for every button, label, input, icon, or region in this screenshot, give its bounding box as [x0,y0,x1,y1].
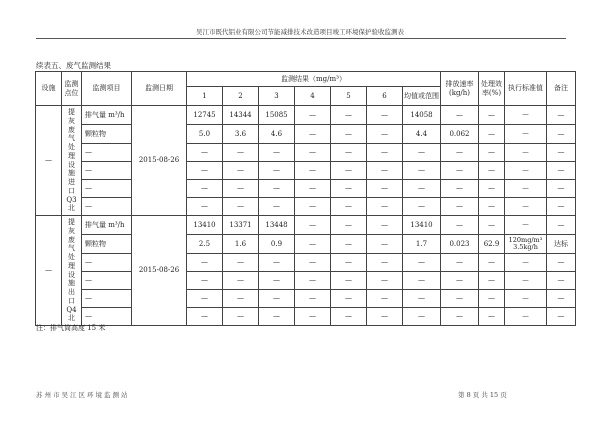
run-value-cell: — [331,198,367,216]
run-value-cell: 3.6 [223,125,259,144]
item-cell: 排气量 m³/h [82,216,132,235]
run-value-cell: — [295,290,331,308]
run-value-cell: — [367,254,403,272]
remark-cell: — [547,216,576,235]
run-value-cell: — [331,254,367,272]
point-label-char: 废 [68,125,75,134]
average-cell: 13410 [403,216,441,235]
run-value-cell: — [295,254,331,272]
run-value-cell: — [295,308,331,326]
rate-cell: — [441,290,479,308]
table-row [36,216,576,235]
run-value-cell: — [295,235,331,254]
run-value-cell: — [187,144,223,162]
run-value-cell: — [187,162,223,180]
average-cell: — [403,254,441,272]
remark-cell: — [547,308,576,326]
efficiency-cell: — [479,272,505,290]
item-cell: — [82,254,132,272]
footer-organization: 苏州市吴江区环境监测站 [36,391,130,399]
monitoring-point-cell [62,216,82,326]
run-value-cell: — [223,272,259,290]
average-cell: — [403,290,441,308]
rate-cell: — [441,144,479,162]
point-label-char: 北 [68,204,75,213]
run-value-cell: 0.9 [259,235,295,254]
run-value-cell: — [259,180,295,198]
efficiency-cell: — [479,254,505,272]
run-value-cell: — [259,308,295,326]
col-header-standard: 执行标准值 [505,72,547,106]
run-value-cell: 14344 [223,106,259,125]
item-cell: — [82,162,132,180]
point-label-char: 设 [68,160,75,169]
col-header-run-5: 5 [331,87,367,106]
col-header-point: 监测点位 [62,72,82,106]
point-label-char: 理 [68,261,75,270]
point-label-char: 出 [68,288,75,296]
standard-cell: — [505,290,547,308]
item-cell: — [82,144,132,162]
run-value-cell: — [331,308,367,326]
col-header-date: 监测日期 [132,72,187,106]
point-label-char: 施 [68,169,75,178]
col-header-remark: 备注 [547,72,576,106]
point-label-char: 口 [68,296,75,305]
col-header-run-1: 1 [187,87,223,106]
run-value-cell: — [367,216,403,235]
run-value-cell: — [295,106,331,125]
col-header-rate: 排放速率(kg/h) [441,72,479,106]
footnote: 注：排气筒高度 15 米 [36,324,106,332]
run-value-cell: — [223,162,259,180]
efficiency-cell: — [479,290,505,308]
point-label-char: 施 [68,279,75,288]
remark-cell: — [547,180,576,198]
run-value-cell: — [295,198,331,216]
rate-cell: 0.062 [441,125,479,144]
point-label-char: 灰 [68,116,75,125]
average-cell: — [403,162,441,180]
table-row [36,144,576,162]
header-rule [36,38,566,39]
run-value-cell: — [295,180,331,198]
run-value-cell: — [331,125,367,144]
run-value-cell: — [367,162,403,180]
point-label-char: 处 [68,253,75,261]
col-header-facility: 设施 [36,72,62,106]
run-value-cell: — [367,290,403,308]
run-value-cell: — [331,106,367,125]
standard-cell: — [505,308,547,326]
run-value-cell: 15085 [259,106,295,125]
remark-cell: — [547,272,576,290]
efficiency-cell: 62.9 [479,235,505,254]
run-value-cell: — [223,308,259,326]
run-value-cell: — [223,180,259,198]
point-label-char: 北 [68,314,75,323]
efficiency-cell: — [479,106,505,125]
standard-cell: — [505,144,547,162]
average-cell: 4.4 [403,125,441,144]
point-label-char: 设 [68,270,75,279]
col-header-average: 均值或范围 [403,87,441,106]
run-value-cell: 13410 [187,216,223,235]
run-value-cell: — [187,180,223,198]
col-header-run-6: 6 [367,87,403,106]
standard-cell: — [505,180,547,198]
remark-cell: — [547,106,576,125]
run-value-cell: — [295,272,331,290]
efficiency-cell: — [479,308,505,326]
document-header: 吴江市既代铝业有限公司节能减排技术改造项目竣工环境保护验收监测表 [196,28,404,36]
efficiency-cell: — [479,144,505,162]
item-cell: 颗粒物 [82,235,132,254]
point-label-char: Q3 [66,195,77,204]
run-value-cell: — [331,144,367,162]
item-cell: — [82,290,132,308]
efficiency-cell: — [479,125,505,144]
rate-cell: — [441,180,479,198]
run-value-cell: — [367,106,403,125]
point-label-char: 提 [68,108,75,116]
standard-cell: — [505,106,547,125]
run-value-cell: 13448 [259,216,295,235]
footer-page-number: 第 8 页 共 15 页 [458,391,507,399]
item-cell: — [82,198,132,216]
run-value-cell: — [367,272,403,290]
table-row [36,125,576,144]
run-value-cell: — [223,144,259,162]
remark-cell: — [547,290,576,308]
table-row [36,162,576,180]
date-cell: 2015-08-26 [132,106,187,216]
item-cell: 颗粒物 [82,125,132,144]
run-value-cell: 1.6 [223,235,259,254]
remark-cell: — [547,254,576,272]
standard-cell: — [505,272,547,290]
run-value-cell: — [295,144,331,162]
run-value-cell: — [367,125,403,144]
item-cell: — [82,272,132,290]
item-cell: 排气量 m³/h [82,106,132,125]
efficiency-cell: — [479,216,505,235]
run-value-cell: — [367,180,403,198]
point-label-char: 进 [68,178,75,186]
remark-cell: — [547,144,576,162]
run-value-cell: — [223,198,259,216]
rate-cell: — [441,254,479,272]
run-value-cell: — [259,144,295,162]
col-header-run-3: 3 [259,87,295,106]
run-value-cell: — [187,290,223,308]
table-row [36,308,576,326]
run-value-cell: 12745 [187,106,223,125]
run-value-cell: — [295,216,331,235]
run-value-cell: — [367,235,403,254]
standard-cell: — [505,198,547,216]
run-value-cell: 2.5 [187,235,223,254]
remark-cell: — [547,198,576,216]
rate-cell: 0.023 [441,235,479,254]
table-subtitle: 续表五、废气监测结果 [36,61,111,70]
efficiency-cell: — [479,198,505,216]
run-value-cell: — [259,198,295,216]
average-cell: — [403,272,441,290]
date-cell: 2015-08-26 [132,216,187,326]
monitoring-point-cell [62,106,82,216]
run-value-cell: — [331,290,367,308]
rate-cell: — [441,198,479,216]
average-cell: — [403,144,441,162]
facility-cell: — [36,216,62,326]
emission-results-table [35,71,576,326]
remark-cell: 达标 [547,235,576,254]
run-value-cell: — [331,162,367,180]
col-header-run-4: 4 [295,87,331,106]
average-cell: — [403,308,441,326]
run-value-cell: — [259,162,295,180]
run-value-cell: — [187,198,223,216]
efficiency-cell: — [479,162,505,180]
standard-cell: — [505,254,547,272]
point-label-char: 气 [68,134,75,143]
point-label-char: 理 [68,151,75,160]
standard-cell: — [505,125,547,144]
point-label-char: 口 [68,186,75,195]
run-value-cell: — [367,144,403,162]
table-row [36,235,576,254]
point-label-char: 废 [68,235,75,244]
run-value-cell: — [187,254,223,272]
table-row [36,198,576,216]
point-label-char: 处 [68,143,75,151]
point-label-char: 气 [68,244,75,253]
item-cell: — [82,180,132,198]
run-value-cell: — [367,308,403,326]
run-value-cell: — [223,254,259,272]
run-value-cell: 5.0 [187,125,223,144]
run-value-cell: — [331,272,367,290]
table-row [36,254,576,272]
rate-cell: — [441,106,479,125]
rate-cell: — [441,216,479,235]
standard-cell: 120mg/m³ 3.5kg/h [505,235,547,254]
run-value-cell: — [259,272,295,290]
col-header-item: 监测项目 [82,72,132,106]
table-row [36,272,576,290]
point-label-char: 提 [68,218,75,226]
average-cell: — [403,180,441,198]
average-cell: 14058 [403,106,441,125]
run-value-cell: — [187,308,223,326]
point-label-char: Q4 [66,305,77,314]
col-header-run-2: 2 [223,87,259,106]
run-value-cell: — [259,254,295,272]
rate-cell: — [441,162,479,180]
point-label-char: 灰 [68,226,75,235]
run-value-cell: — [295,162,331,180]
run-value-cell: — [223,290,259,308]
efficiency-cell: — [479,180,505,198]
rate-cell: — [441,308,479,326]
run-value-cell: 4.6 [259,125,295,144]
run-value-cell: — [367,198,403,216]
col-header-efficiency: 处理效率(%) [479,72,505,106]
remark-cell: — [547,162,576,180]
table-row [36,106,576,125]
run-value-cell: — [295,125,331,144]
rate-cell: — [441,272,479,290]
table-row [36,180,576,198]
average-cell: 1.7 [403,235,441,254]
run-value-cell: — [187,272,223,290]
table-row [36,290,576,308]
run-value-cell: — [331,180,367,198]
col-header-results: 监测结果（mg/m³） [187,72,441,87]
standard-cell: — [505,162,547,180]
facility-cell: — [36,106,62,216]
standard-cell: — [505,216,547,235]
average-cell: — [403,198,441,216]
run-value-cell: — [331,216,367,235]
run-value-cell: 13371 [223,216,259,235]
run-value-cell: — [259,290,295,308]
run-value-cell: — [331,235,367,254]
item-cell: — [82,308,132,326]
remark-cell: — [547,125,576,144]
